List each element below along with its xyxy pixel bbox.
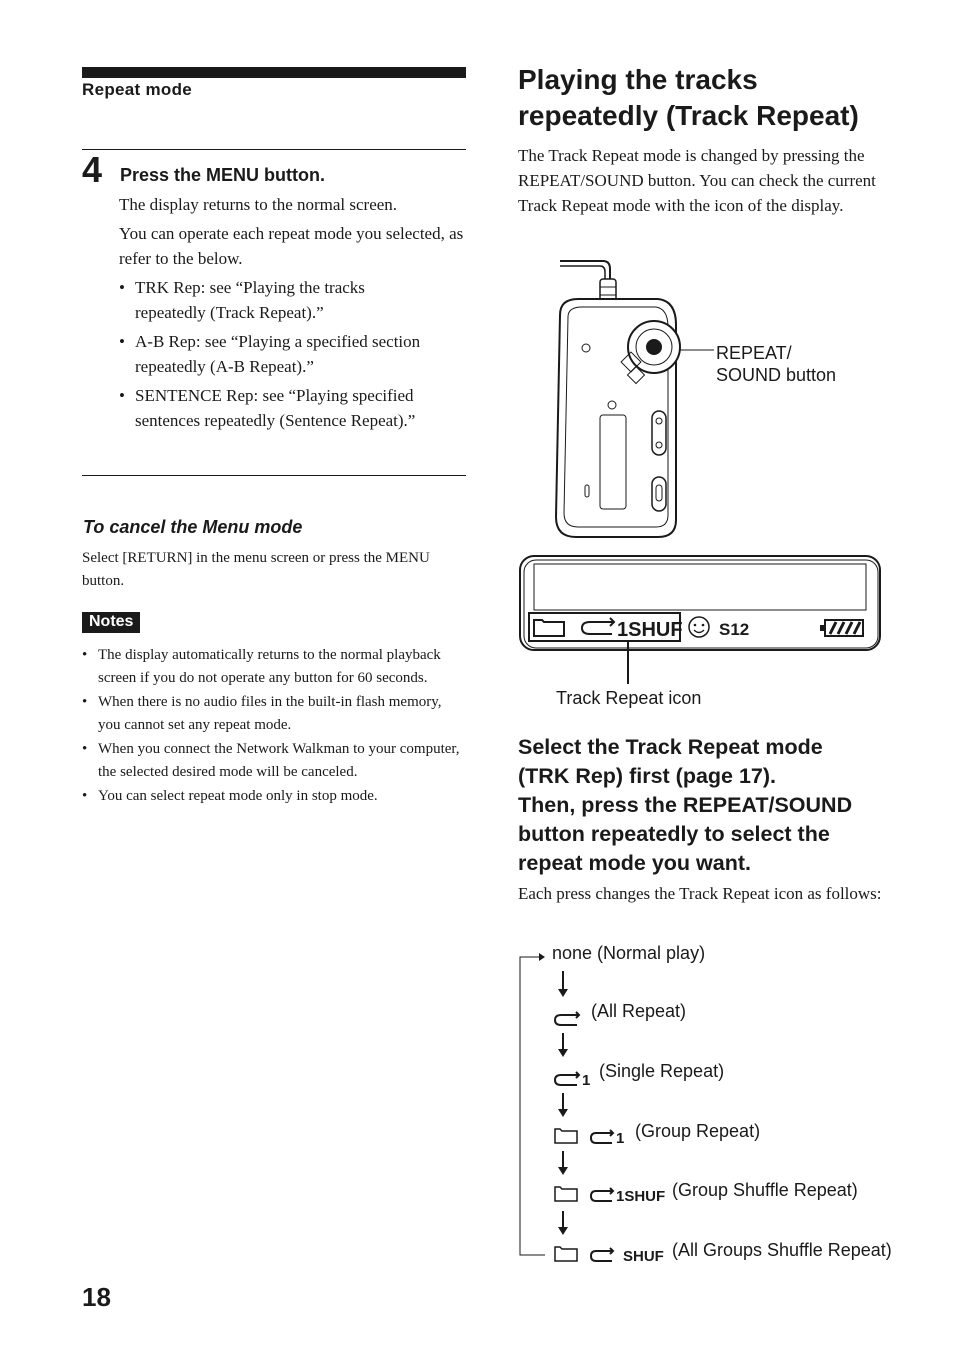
- step-bullet-list: [119, 275, 429, 433]
- sequence-icon-text: 1SHUF: [616, 1188, 666, 1205]
- intro-paragraph: The Track Repeat mode is changed by pressing the REPEAT/SOUND button. You can check the current Track Repeat mode with the icon of the display.: [518, 146, 876, 215]
- repeat-sound-button-callout: [716, 342, 836, 386]
- sequence-label-normal: none (Normal play): [552, 943, 706, 963]
- sequence-label-all-repeat: (All Repeat): [591, 1001, 687, 1021]
- track-repeat-icon-label: Track Repeat icon: [556, 688, 702, 708]
- list-item: • A-B Rep: see “Playing a specified section repeatedly (A-B Repeat).”: [119, 329, 429, 379]
- sequence-label-group-shuffle: (Group Shuffle Repeat): [672, 1180, 858, 1200]
- step-title: Press the MENU button.: [120, 165, 326, 185]
- list-item: • When there is no audio files in the built-in flash memory, you cannot set any repeat mode.: [82, 691, 466, 737]
- sequence-icon-text: SHUF: [623, 1248, 664, 1265]
- instruction-line: button repeatedly to select the: [518, 822, 830, 846]
- repeat-button-callout-line: [680, 345, 720, 355]
- section-label: Repeat mode: [82, 80, 193, 99]
- instruction-line: Then, press the REPEAT/SOUND: [518, 793, 853, 817]
- divider: [82, 149, 466, 150]
- page-title: [518, 62, 859, 134]
- step-number: 4: [82, 149, 103, 190]
- each-press-text: Each press changes the Track Repeat icon as follows:: [518, 884, 882, 903]
- page-title-line-2: repeatedly (Track Repeat): [518, 100, 859, 131]
- callout-line-1: REPEAT/: [716, 343, 792, 363]
- lcd-display-illustration: [518, 554, 884, 654]
- list-item: • You can select repeat mode only in stop mode.: [82, 785, 466, 808]
- repeat-mode-sequence-diagram: [515, 945, 945, 1265]
- cancel-text: Select [RETURN] in the menu screen or press the MENU button.: [82, 550, 430, 589]
- sequence-icon-text: 1: [582, 1072, 591, 1089]
- page-title-line-1: Playing the tracks: [518, 64, 758, 95]
- notes-list: [82, 644, 466, 808]
- step-body: [119, 192, 469, 433]
- page-number: 18: [82, 1282, 111, 1312]
- instruction-line: Select the Track Repeat mode: [518, 735, 823, 759]
- cancel-heading: To cancel the Menu mode: [83, 517, 303, 537]
- divider: [82, 475, 466, 476]
- sequence-label-single-repeat: (Single Repeat): [599, 1061, 725, 1081]
- section-header-bar: [82, 67, 466, 78]
- instruction-line: repeat mode you want.: [518, 851, 751, 875]
- step-line-2: You can operate each repeat mode you selected, as refer to the below.: [119, 224, 464, 268]
- instruction-heading: [518, 733, 928, 878]
- track-repeat-callout-line: [627, 641, 629, 684]
- notes-badge: Notes: [82, 612, 140, 633]
- instruction-line: (TRK Rep) first (page 17).: [518, 764, 777, 788]
- walkman-device-illustration: [548, 255, 688, 545]
- list-item: • TRK Rep: see “Playing the tracks repeatedly (Track Repeat).”: [119, 275, 429, 325]
- list-item: • SENTENCE Rep: see “Playing specified sentences repeatedly (Sentence Repeat).”: [119, 383, 429, 433]
- step-line-1: The display returns to the normal screen.: [119, 195, 398, 214]
- sequence-icon-text: 1: [616, 1130, 625, 1147]
- sequence-label-group-repeat: (Group Repeat): [635, 1121, 761, 1141]
- list-item: • The display automatically returns to the normal playback screen if you do not operate any button for 60 seconds.: [82, 644, 466, 690]
- display-shuf-text: 1SHUF: [617, 619, 683, 641]
- callout-line-2: SOUND button: [716, 365, 837, 385]
- display-sound-text: S12: [719, 620, 750, 639]
- sequence-label-all-groups-shuffle: (All Groups Shuffle Repeat): [672, 1240, 892, 1260]
- list-item: • When you connect the Network Walkman to your computer, the selected desired mode will be canceled.: [82, 738, 466, 784]
